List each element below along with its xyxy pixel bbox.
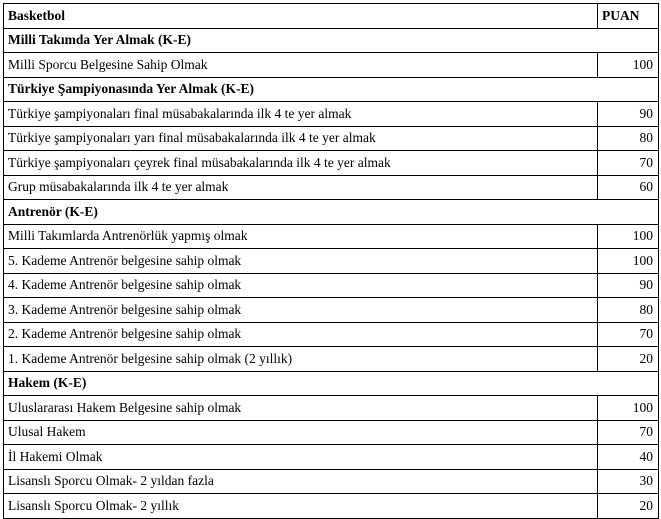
points-value: 90	[598, 273, 659, 298]
criterion-label: İl Hakemi Olmak	[4, 445, 598, 470]
points-value: 100	[598, 396, 659, 421]
section-row	[4, 371, 659, 396]
points-value: 90	[598, 102, 659, 127]
points-value: 70	[598, 420, 659, 445]
section-title: Milli Takımda Yer Almak (K-E)	[4, 28, 659, 53]
header-row	[4, 4, 659, 29]
criterion-label: Lisanslı Sporcu Olmak- 2 yıldan fazla	[4, 469, 598, 494]
section-title: Türkiye Şampiyonasında Yer Almak (K-E)	[4, 77, 659, 102]
table-body	[4, 28, 659, 518]
points-value: 40	[598, 445, 659, 470]
section-row	[4, 28, 659, 53]
criterion-label: 4. Kademe Antrenör belgesine sahip olmak	[4, 273, 598, 298]
criterion-label: 5. Kademe Antrenör belgesine sahip olmak	[4, 249, 598, 274]
table-row	[4, 445, 659, 470]
points-value: 100	[598, 249, 659, 274]
table-row	[4, 102, 659, 127]
section-row	[4, 77, 659, 102]
criterion-label: Türkiye şampiyonaları çeyrek final müsabakalarında ilk 4 te yer almak	[4, 151, 598, 176]
table-row	[4, 494, 659, 519]
criterion-label: 3. Kademe Antrenör belgesine sahip olmak	[4, 298, 598, 323]
section-title: Hakem (K-E)	[4, 371, 659, 396]
category-header: Basketbol	[4, 4, 598, 29]
points-value: 70	[598, 322, 659, 347]
table-row	[4, 249, 659, 274]
table-row	[4, 298, 659, 323]
table-row	[4, 126, 659, 151]
table-row	[4, 347, 659, 372]
table-row	[4, 322, 659, 347]
points-value: 60	[598, 175, 659, 200]
points-value: 100	[598, 53, 659, 78]
points-value: 80	[598, 298, 659, 323]
criterion-label: 2. Kademe Antrenör belgesine sahip olmak	[4, 322, 598, 347]
section-title: Antrenör (K-E)	[4, 200, 659, 225]
table-row	[4, 151, 659, 176]
table-row	[4, 469, 659, 494]
table-row	[4, 396, 659, 421]
section-row	[4, 200, 659, 225]
table-row	[4, 53, 659, 78]
criterion-label: Ulusal Hakem	[4, 420, 598, 445]
table-row	[4, 420, 659, 445]
points-value: 30	[598, 469, 659, 494]
criterion-label: Türkiye şampiyonaları final müsabakalarında ilk 4 te yer almak	[4, 102, 598, 127]
points-value: 20	[598, 347, 659, 372]
table-row	[4, 175, 659, 200]
criterion-label: Milli Takımlarda Antrenörlük yapmış olmak	[4, 224, 598, 249]
points-value: 100	[598, 224, 659, 249]
table-row	[4, 273, 659, 298]
criterion-label: Türkiye şampiyonaları yarı final müsabakalarında ilk 4 te yer almak	[4, 126, 598, 151]
points-value: 70	[598, 151, 659, 176]
criterion-label: Milli Sporcu Belgesine Sahip Olmak	[4, 53, 598, 78]
criterion-label: Uluslararası Hakem Belgesine sahip olmak	[4, 396, 598, 421]
points-value: 20	[598, 494, 659, 519]
points-value: 80	[598, 126, 659, 151]
criterion-label: Grup müsabakalarında ilk 4 te yer almak	[4, 175, 598, 200]
table-row	[4, 224, 659, 249]
criterion-label: Lisanslı Sporcu Olmak- 2 yıllık	[4, 494, 598, 519]
criterion-label: 1. Kademe Antrenör belgesine sahip olmak (2 yıllık)	[4, 347, 598, 372]
points-table	[3, 3, 659, 519]
points-header: PUAN	[598, 4, 659, 29]
